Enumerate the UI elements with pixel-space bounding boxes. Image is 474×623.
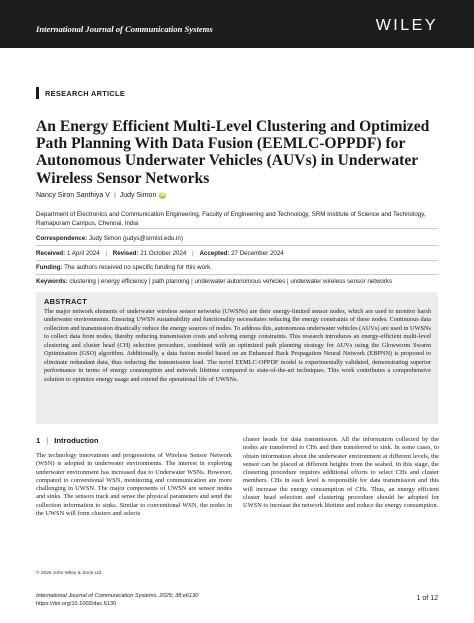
abstract-text: The major network elements of underwater wireless sensor networks (UWSNs) are their energy-limited sensor nodes, which are used to monitor harsh underwater environments. Ensuring UWSN sustainability and functionality necessitates reducing the energy constraints of these nodes. Continuous data collection and transmission drastically reduce the energy sources of nodes. To address this, autonomous underwater vehicles (AUVs) are used in UWSNs to collect data from nodes, thereby reducing transmission costs and solving energy constraints. This research introduces an energy-efficient multi-level clustering and cluster head (CH) selection procedure, combined with an optimized path planning strategy for AUVs using the Glowworm Swarm Optimization (GSO) algorithm. Additionally, a data fusion model based on an Enhanced Back Propagation Neural Network (EBPNN) is proposed to eliminate redundant data, thus reducing the transmission load. The novel EEMLC-OPPDF model is experimentally validated, demonstrating superior performance in terms of energy consumption and network lifetime compared to state-of-the-art techniques. This work contributes a comprehensive solution to optimize energy usage and extend the operational life of UWSNs.	[44, 308, 431, 383]
abstract-box	[36, 292, 438, 424]
funding	[36, 264, 212, 271]
section-label	[36, 87, 125, 99]
keywords-label: Keywords:	[36, 278, 68, 285]
orcid-icon[interactable]: iD	[160, 192, 166, 198]
keywords	[36, 278, 392, 285]
intro-paragraph-right: cluster heads for data transmission. All the information collected by the nodes are transferred to CHs and then transferred to sink. In some cases, to obtain information about the underwater environment at different levels, the sensor can be placed at different heights from the seabed. In this stage, the clustering procedure requires additional efforts to select CHs and cluster members. CHs in each level is responsible for data transmission and this will increase the energy consumption of CHs. Thus, an energy efficient cluster head selection and clustering procedure should be adopted for UWSN to increase the network lifetime and reduce the energy consumption.	[243, 436, 439, 510]
author-name[interactable]: Nancy Siron Santhiya V	[36, 192, 110, 199]
section-heading-introduction: 1 | Introduction	[36, 436, 99, 445]
funding-label: Funding:	[36, 264, 63, 271]
intro-paragraph-left: The technology innovations and progressions of Wireless Sensor Network (WSN) is adopted in underwater environments. The interest in exploring underwater environment has increased due to Underwater WSNs. However, compared to conventional WSN, monitoring and communication are more challenging in UWSN. The major components of UWSN are sensor nodes and sinks. The sensors track and sense the physical parameters and send the collection information to sinks. Similar to conventional WSN, the nodes in the UWSN will form clusters and selects	[36, 452, 232, 518]
citation-text: International Journal of Communication Systems, 2025; 38:e6130	[36, 593, 199, 599]
correspondence-value[interactable]: Judy Simon (judys@srmist.edu.in)	[88, 235, 183, 242]
journal-name: International Journal of Communication Systems	[36, 24, 213, 34]
author-separator: |	[113, 192, 116, 199]
received-date: 1 April 2024	[66, 250, 100, 257]
section-label-text: RESEARCH ARTICLE	[45, 88, 126, 98]
footer-citation	[36, 592, 336, 608]
journal-header-bar	[0, 0, 474, 48]
article-title: An Energy Efficient Multi-Level Clustering and Optimized Path Planning With Data Fusion (EEMLC-OPPDF) for Autonomous Underwater Vehicles (AUVs) in Underwater Wireless Sensor Networks	[36, 118, 430, 187]
doi-link[interactable]: https://doi.org/10.1002/dac.6130	[36, 601, 117, 607]
section-bar-icon	[36, 87, 39, 99]
page-number: 1 of 12	[416, 595, 438, 602]
section-title: Introduction	[54, 436, 99, 445]
keywords-value: clustering | energy efficiency | path planning | underwater autonomous vehicles | underwater wireless sensor networks	[69, 278, 393, 285]
copyright-notice: © 2025 John Wiley & Sons Ltd.	[36, 571, 103, 576]
divider	[36, 274, 438, 275]
publisher-logo: WILEY	[375, 17, 438, 34]
correspondence	[36, 235, 183, 242]
dates-line: Received: 1 April 2024 | Revised: 21 October 2024 | Accepted: 27 December 2024	[36, 250, 284, 257]
section-number: 1	[36, 436, 41, 445]
divider	[36, 260, 438, 261]
revised-date: 21 October 2024	[140, 250, 187, 257]
divider	[36, 245, 438, 246]
accepted-date: 27 December 2024	[231, 250, 284, 257]
divider	[36, 228, 438, 229]
correspondence-label: Correspondence:	[36, 235, 88, 242]
received-label: Received:	[36, 250, 66, 257]
author-list	[36, 192, 166, 199]
funding-value: The authors received no specific funding for this work.	[64, 264, 212, 271]
accepted-label: Accepted:	[199, 250, 230, 257]
abstract-heading: ABSTRACT	[44, 297, 88, 306]
revised-label: Revised:	[112, 250, 139, 257]
affiliation: Department of Electronics and Communication Engineering, Faculty of Engineering and Technology, SRM Institute of Science and Technology, Ramapuram Campus, Chennai, India	[36, 211, 426, 227]
author-name[interactable]: Judy Simon	[119, 192, 157, 199]
